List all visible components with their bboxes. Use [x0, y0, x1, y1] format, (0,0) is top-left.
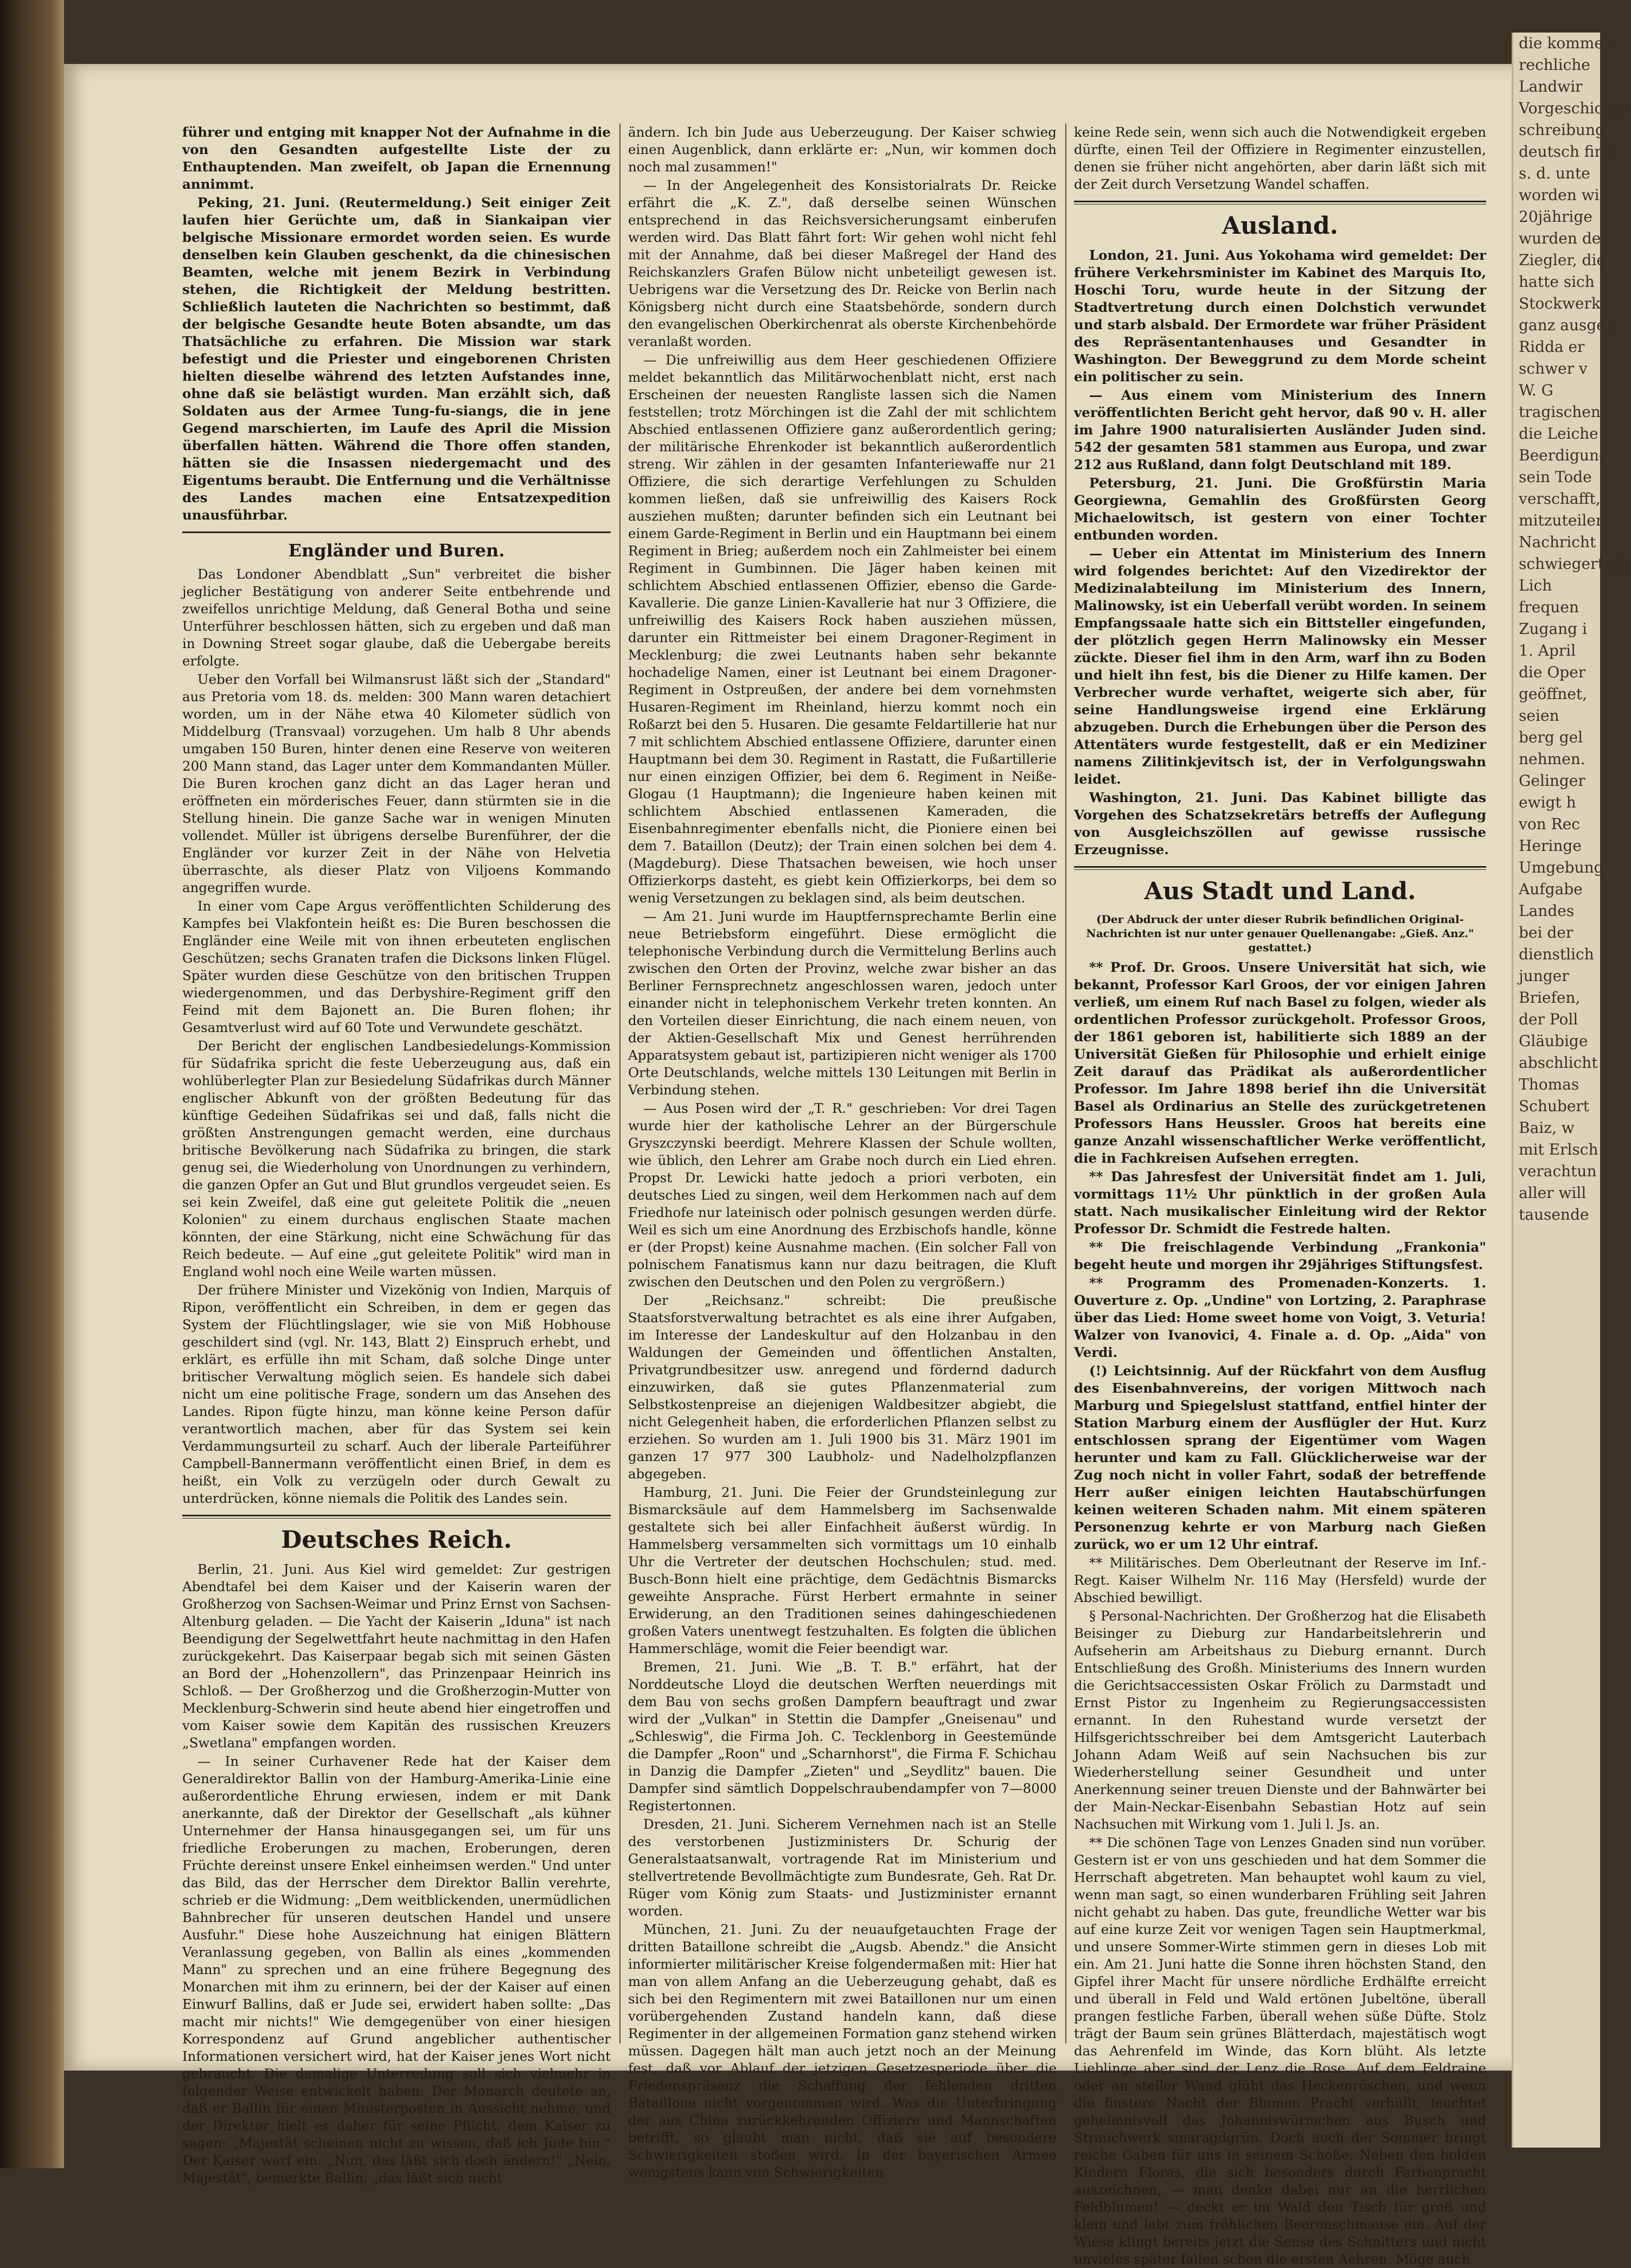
- edge-line: Zugang i: [1519, 620, 1587, 638]
- edge-line: junger: [1519, 967, 1569, 985]
- edge-line: tragischen: [1519, 403, 1601, 421]
- edge-line: Heringe: [1519, 837, 1582, 855]
- edge-line: der Poll: [1519, 1010, 1578, 1028]
- column-divider: [619, 124, 621, 2043]
- reprint-notice: (Der Abdruck der unter dieser Rubrik befindlichen Original-Nachrichten ist nur unter genauer Quellenangabe: „Gieß. Anz." gestattet.): [1086, 913, 1474, 954]
- edge-line: von Rec: [1519, 815, 1580, 833]
- edge-line: Thomas: [1519, 1075, 1579, 1093]
- article-text: Berlin, 21. Juni. Aus Kiel wird gemeldet: Zur gestrigen Abendtafel bei dem Kaiser und der Kaiserin waren der Großherzog von Sachsen-Weimar und Prinz Ernst von Sachsen-Altenburg geladen. — Die Yacht der Kaiserin „Iduna" ist nach Beendigung der Segelwettfahrt heute nachmittag in den Hafen zurückgekehrt. Das Kaiserpaar begab sich mit seinen Gästen an Bord der „Hohenzollern", das Prinzenpaar Heinrich ins Schloß. — Der Großherzog und die Großherzogin-Mutter von Mecklenburg-Schwerin sind heute abend hier eingetroffen und vom Kaiser sowie dem Kapitän des russischen Kreuzers „Swetlana" empfangen worden.: [182, 1561, 611, 1751]
- article-text: London, 21. Juni. Aus Yokohama wird gemeldet: Der frühere Verkehrsminister im Kabinet des Marquis Ito, Hoschi Toru, wurde heute in der Sitzung der Stadtvertretung durch einen Dolchstich verwundet und starb alsbald. Der Ermordete war früher Präsident des Repräsentantenhauses und Gesandter in Washington. Der Beweggrund zu dem Morde scheint ein politischer zu sein.: [1074, 247, 1486, 385]
- article-text: Washington, 21. Juni. Das Kabinet billigte das Vorgehen des Schatzsekretärs betreffs der Auflegung von Ausgleichszöllen auf gewisse russische Erzeugnisse.: [1074, 790, 1486, 857]
- edge-line: verachtun: [1519, 1162, 1597, 1180]
- edge-line: bei der: [1519, 924, 1574, 941]
- edge-line: abschlicht: [1519, 1054, 1598, 1072]
- section-heading: Engländer und Buren.: [288, 540, 505, 561]
- column-2: [628, 124, 1057, 2180]
- edge-line: Stockwerk: [1519, 294, 1601, 312]
- edge-line: Landwir: [1519, 78, 1583, 95]
- edge-line: dienstlich: [1519, 945, 1594, 963]
- article-text: ** Die freischlagende Verbindung „Frankonia" begeht heute und morgen ihr 29jähriges Stiftungsfest.: [1074, 1239, 1486, 1272]
- edge-line: Nachricht: [1519, 533, 1596, 551]
- article-text: Ueber den Vorfall bei Wilmansrust läßt sich der „Standard" aus Pretoria vom 18. ds. melden: 300 Mann waren detachiert worden, um in der Nähe etwa 40 Kilometer südlich von Middelburg (Transvaal) vorzugehen. Um halb 8 Uhr abends umgaben 150 Buren, hinter denen eine Reserve von weiteren 200 Mann stand, das Lager unter dem Kommandanten Müller. Die Buren krochen ganz dicht an das Lager heran und eröffneten ein mörderisches Feuer, dann stürmten sie in die Stellung hinein. Die ganze Sache war in wenigen Minuten vollendet. Müller ist übrigens derselbe Burenführer, der die Engländer vor kurzer Zeit in der Nähe von Helvetia überraschte, als dieser Platz von Viljoens Kommando angegriffen wurde.: [182, 671, 611, 895]
- article-text: Dresden, 21. Juni. Sicherem Vernehmen nach ist an Stelle des verstorbenen Justizministers Dr. Schurig der Generalstaatsanwalt, vortragende Rat im Ministerium und stellvertretende Bevollmächtigte zum Bundesrate, Geh. Rat Dr. Rüger vom König zum Staats- und Justizminister ernannt worden.: [628, 1816, 1057, 1919]
- edge-line: deutsch find: [1519, 143, 1614, 161]
- column-1: [182, 124, 611, 2186]
- edge-line: schreibung: [1519, 121, 1605, 139]
- edge-line: Ziegler, die: [1519, 251, 1606, 269]
- section-divider: [1074, 866, 1486, 870]
- edge-line: Ridda er: [1519, 338, 1585, 356]
- section-divider: [1074, 201, 1486, 204]
- edge-line: schwer v: [1519, 360, 1588, 377]
- edge-line: Aufgabe: [1519, 880, 1583, 898]
- article-text: Bremen, 21. Juni. Wie „B. T. B." erfährt, hat der Norddeutsche Lloyd die deutschen Werften neuerdings mit dem Bau von sechs großen Dampfern beauftragt und zwar wird der „Vulkan" in Stettin die Dampfer „Gneisenau" und „Schleswig", die Firma Joh. C. Tecklenborg in Geestemünde die Dampfer „Roon" und „Scharnhorst", die Firma F. Schichau in Danzig die Dampfer „Zieten" und „Seydlitz" bauen. Die Dampfer sind sämtlich Doppelschraubendampfer von 7—8000 Registertonnen.: [628, 1659, 1057, 1814]
- article-text: Der „Reichsanz." schreibt: Die preußische Staatsforstverwaltung betrachtet es als eine ihrer Aufgaben, im Interesse der Landeskultur auf den Holzanbau in den Waldungen der Gemeinden und öffentlichen Anstalten, Privatgrundbesitzer usw. anregend und fördernd dadurch einzuwirken, daß sie gutes Pflanzenmaterial zum Selbstkostenpreise an diejenigen Waldbesitzer abgiebt, die nicht Gelegenheit haben, die erforderlichen Pflanzen selbst zu erziehen. So wurden am 1. Juli 1900 bis 31. März 1901 im ganzen 17 977 300 Laubholz- und Nadelholzpflanzen abgegeben.: [628, 1292, 1057, 1482]
- edge-line: die Oper: [1519, 663, 1586, 681]
- article-text: keine Rede sein, wenn sich auch die Notwendigkeit ergeben dürfte, einen Teil der Offiziere in Regimenter einzustellen, denen sie früher nicht angehörten, aber darin läßt sich mit der Zeit durch Versetzung Wandel schaffen.: [1074, 124, 1486, 192]
- edge-line: tausende: [1519, 1206, 1589, 1223]
- book-spine: [0, 0, 64, 2168]
- column-divider: [1065, 124, 1066, 2043]
- edge-line: mit Erlsch: [1519, 1141, 1598, 1158]
- edge-line: verschafft,: [1519, 490, 1601, 508]
- article-text: München, 21. Juni. Zu der neuaufgetauchten Frage der dritten Bataillone schreibt die „Augsb. Abendz." die Ansicht informierter militärischer Kreise folgendermaßen mit: Hier hat man von allem Anfang an die Ueberzeugung gehabt, daß es sich bei den Regimentern mit zwei Bataillonen nur um einen vorübergehenden Zustand handeln kann, daß diese Regimenter in der allgemeinen Formation ganz stehend wirken müssen. Dagegen hält man auch jetzt noch an der Meinung fest, daß vor Ablauf der jetzigen Gesetzesperiode über die Friedenspräsenz die Schaffung der fehlenden dritten Bataillone nicht vorgenommen wird. Was die Unterbringung der aus China zurückkehrenden Offiziere und Mannschaften betrifft, so glaubt man nicht, daß sie auf besondere Schwierigkeiten stoßen wird. In der bayerischen Armee wenigstens kann von Schwierigkeiten: [628, 1921, 1057, 2180]
- article-text: — In seiner Curhavener Rede hat der Kaiser dem Generaldirektor Ballin von der Hamburg-Amerika-Linie eine außerordentliche Ehrung erwiesen, indem er mit Dank anerkannte, daß der Direktor der Gesellschaft „als kühner Unternehmer der Hansa hinausgegangen sei, um für uns friedliche Eroberungen zu machen, Eroberungen, deren Früchte dereinst unsere Enkel einheimsen werden." Und unter das Bild, das der Herrscher dem Direktor Ballin verehrte, schrieb er die Widmung: „Dem weitblickenden, unermüdlichen Bahnbrecher für unseren deutschen Handel und unsere Ausfuhr." Diese hohe Auszeichnung hat einigen Blättern Veranlassung gegeben, von Ballin als eines „kommenden Mann" zu sprechen und an eine frühere Begegnung des Monarchen mit ihm zu erinnern, bei der der Kaiser auf einen Einwurf Ballins, daß er Jude sei, erwidert haben sollte: „Das macht mir nichts!" Wie demgegenüber von einer hiesigen Korrespondenz auf Grund angeblicher authentischer Informationen versichert wird, hat der Kaiser jenes Wort nicht gebraucht. Die damalige Unterredung soll sich vielmehr in folgender Weise entwickelt haben: Der Monarch deutete an, daß er Ballin für einen Ministerposten in Aussicht nehme, und der Direktor hielt es daher für seine Pflicht, dem Kaiser zu sagen: „Majestät scheinen nicht zu wissen, daß ich Jude bin." Der Kaiser warf ein: „Nun, das läßt sich doch ändern!" „Nein, Majestät", bemerkte Ballin, „das läßt sich nicht: [182, 1753, 611, 2186]
- edge-line: aller will: [1519, 1184, 1587, 1202]
- article-text: (!) Leichtsinnig. Auf der Rückfahrt von dem Ausflug des Eisenbahnvereins, der vorigen Mittwoch nach Marburg und Spiegelslust stattfand, entfiel hinter der Station Marburg einem der Ausflügler der Hut. Kurz entschlossen sprang der Eigentümer vom Wagen herunter und kam zu Fall. Glücklicherweise war der Zug noch nicht in voller Fahrt, sodaß der betreffende Herr außer einigen leichten Hautabschürfungen keinen weiteren Schaden nahm. Mit einem späteren Personenzug kehrte er von Marburg nach Gießen zurück, wo er um 12 Uhr eintraf.: [1074, 1363, 1486, 1552]
- edge-line: die kommen: [1519, 34, 1613, 52]
- edge-line: s. d. unte: [1519, 164, 1590, 182]
- edge-line: sein Tode: [1519, 468, 1592, 486]
- edge-line: rechliche: [1519, 56, 1590, 74]
- article-text: In einer vom Cape Argus veröffentlichten Schilderung des Kampfes bei Vlakfontein heißt es: Die Buren beschossen die Engländer eine Weile mit von ihnen erbeuteten englischen Geschützen; sechs Granaten trafen die Dicksons linken Flügel. Später wurden diese Geschütze von den britischen Truppen wiedergenommen, und das Derbyshire-Regiment griff den Feind mit dem Bajonett an. Die Buren flohen; ihr Gesamtverlust wird auf 60 Tote und Verwundete geschätzt.: [182, 898, 611, 1035]
- edge-line: 20jährige: [1519, 208, 1592, 226]
- newspaper-page: [64, 64, 1518, 2267]
- article-text: ** Militärisches. Dem Oberleutnant der Reserve im Inf.-Regt. Kaiser Wilhelm Nr. 116 May (Hersfeld) wurde der Abschied bewilligt.: [1074, 1555, 1486, 1605]
- article-text: ** Programm des Promenaden-Konzerts. 1. Ouverture z. Op. „Undine" von Lortzing, 2. Paraphrase über das Lied: Home sweet home von Voigt, 3. Veturia! Walzer von Ivanovici, 4. Finale a. d. Op. „Aida" von Verdi.: [1074, 1275, 1486, 1360]
- section-heading: Ausland.: [1221, 212, 1339, 240]
- edge-line: Beerdigung: [1519, 446, 1609, 464]
- edge-line: Landes: [1519, 902, 1575, 920]
- edge-line: Schubert: [1519, 1097, 1590, 1115]
- edge-line: ganz ausgeb: [1519, 316, 1615, 334]
- edge-line: Umgebung: [1519, 858, 1604, 876]
- section-heading: Aus Stadt und Land.: [1144, 877, 1416, 905]
- section-divider: [182, 531, 611, 533]
- edge-line: schwiegertoch: [1519, 555, 1631, 573]
- article-text: — Aus Posen wird der „T. R." geschrieben: Vor drei Tagen wurde hier der katholische Lehrer an der Bürgerschule Gryszczynski beerdigt. Mehrere Klassen der Schule wollten, wie üblich, den Lehrer am Grabe noch durch ein Lied ehren. Propst Dr. Lewicki hatte jedoch a priori verboten, ein deutsches Lied zu singen, weil dem Herkommen nach auf dem Friedhofe nur lateinisch oder polnisch gesungen werden dürfe. Weil es sich um eine Anordnung des Erzbischofs handle, könne er (der Propst) keine Ausnahme machen. (Ein solcher Fall von polnischem Fanatismus kann nur dazu beitragen, die Kluft zwischen den Deutschen und den Polen zu vergrößern.): [628, 1100, 1057, 1290]
- edge-line: mitzuteilen: [1519, 511, 1606, 529]
- edge-line: Gelinger: [1519, 772, 1585, 790]
- article-text: ändern. Ich bin Jude aus Ueberzeugung. Der Kaiser schwieg einen Augenblick, dann erklärte er: „Nun, wir kommen doch noch mal zusammen!": [628, 124, 1057, 175]
- edge-line: hatte sich: [1519, 273, 1595, 291]
- edge-line: wurden de: [1519, 229, 1601, 247]
- article-text: ** Die schönen Tage von Lenzes Gnaden sind nun vorüber. Gestern ist er von uns geschieden und hat dem Sommer die Herrschaft abgetreten. Man behauptet wohl kaum zu viel, wenn man sagt, so einen wunderbaren Frühling seit Jahren nicht gehabt zu haben. Das gute, freundliche Wetter war bis auf eine kurze Zeit vor wenigen Tagen sein Hauptmerkmal, und unsere Sommer-Wirte stimmen gern in dieses Lob mit ein. Am 21. Juni hatte die Sonne ihren höchsten Stand, den Gipfel ihrer Macht für unsere nördliche Erdhälfte erreicht und überall in Feld und Wald ertönen Jubeltöne, überall prangen festliche Farben, überall wehen süße Düfte. Stolz trägt der Baum sein grünes Blätterdach, majestätisch wogt das Aehrenfeld im Winde, das Korn blüht. Als letzte Lieblinge aber sind der Lenz die Rose. Auf dem Feldraine oder an steiler Wand glüht das Heckenröschen, und wenn die finstere Nacht der Blumen Pracht verhüllt, leuchtet geheimnisvoll das Johanniswürmchen aus Busch und Strauchwerk smaragdgrün. Doch auch der Sommer bringt reiche Gaben für uns in seinem Schoße. Neben den holden Kindern Floras, die sich besonders durch Farbenpracht auszeichnen, — man denke dabei nur an die herrlichen Feldblumen! — deckt er im Wald den Tisch für groß und klein und labt zum fröhlichen Beerenschmause ein. Auf der Wiese klingt bereits jetzt die Sense des Schnitters und nicht unvieles später fallen schon die ersten Aehren. Möge auch: [1074, 1835, 1486, 2267]
- edge-line: 1. April: [1519, 642, 1576, 659]
- article-text: Der frühere Minister und Vizekönig von Indien, Marquis of Ripon, veröffentlicht ein Schreiben, in dem er gegen das System der Flüchtlingslager, wie sie von Miß Hobhouse geschildert sind (vgl. Nr. 143, Blatt 2) Einspruch erhebt, und erklärt, es erfülle ihn mit Scham, daß solche Dinge unter britischer Verwaltung möglich seien. Es handele sich dabei nicht um eine politische Frage, sondern um das Ansehen des Landes. Ripon fügte hinzu, man könne keine Person dafür verantwortlich machen, aber für das System sei kein Verdammungsurteil zu scharf. Auch der liberale Parteiführer Campbell-Bannermann veröffentlicht einen Brief, in dem es heißt, ein Volk zu verzügeln oder durch Gewalt zu unterdrücken, könne niemals die Politik des Landes sein.: [182, 1282, 611, 1506]
- edge-line: Baiz, w: [1519, 1119, 1575, 1137]
- column-3: [1074, 124, 1486, 2267]
- edge-line: Briefen,: [1519, 989, 1581, 1007]
- edge-line: worden wi: [1519, 186, 1600, 204]
- section-heading: Deutsches Reich.: [281, 1526, 512, 1554]
- article-text: — Ueber ein Attentat im Ministerium des Innern wird folgendes berichtet: Auf den Vizedirektor der Medizinalabteilung im Ministerium des Innern, Malinowsky, ist ein Ueberfall verübt worden. In seinem Empfangssaale hatte sich ein Bittsteller eingefunden, der plötzlich gegen Herrn Malinowsky ein Messer zückte. Dieser fiel ihm in den Arm, warf ihn zu Boden und hielt ihn fest, bis die Diener zu Hilfe kamen. Der Verbrecher wurde verhaftet, weigerte sich aber, für seine Handlungsweise irgend eine Erklärung abzugeben. Durch die Erhebungen über die Person des Attentäters wurde festgestellt, daß er ein Mediziner namens Zilitinkjevitsch ist, der in Verfolgungswahn leidet.: [1074, 546, 1486, 787]
- article-text: Das Londoner Abendblatt „Sun" verbreitet die bisher jeglicher Bestätigung von anderer Seite entbehrende und zweifellos unrichtige Meldung, daß General Botha und seine Unterführer beschlossen hätten, sich zu ergeben und daß man in Downing Street sogar glaube, daß die Uebergabe bereits erfolgte.: [182, 566, 611, 669]
- adjacent-page-edge: [1512, 33, 1631, 2148]
- article-text: ** Prof. Dr. Groos. Unsere Universität hat sich, wie bekannt, Professor Karl Groos, der vor einigen Jahren verließ, um einem Ruf nach Basel zu folgen, wieder als ordentlichen Professor zurückgeholt. Professor Groos, der 1861 geboren ist, habilitierte sich 1889 an der Universität Gießen für Philosophie und erhielt einige Zeit darauf das Prädikat als außerordentlicher Professor. Im Jahre 1898 berief ihn die Universität Basel als Ordinarius an Stelle des zurückgetretenen Professors Hans Heussler. Groos hat bereits eine ganze Anzahl wissenschaftlicher Werke veröffentlicht, die in Fachkreisen Aufsehen erregten.: [1074, 959, 1486, 1166]
- edge-line: frequen: [1519, 598, 1579, 616]
- edge-line: Gläubige: [1519, 1032, 1588, 1050]
- edge-line: seien: [1519, 707, 1559, 725]
- article-text: Hamburg, 21. Juni. Die Feier der Grundsteinlegung zur Bismarcksäule auf dem Hammelsberg im Sachsenwalde gestaltete sich bei aller Einfachheit äußerst würdig. In Hammelsberg versammelten sich vormittags um 10 einhalb Uhr die Vertreter der deutschen Hochschulen; stud. med. Busch-Bonn hielt eine prächtige, dem Gedächtnis Bismarcks geweihte Ansprache. Fürst Herbert ermahnte in seiner Erwiderung, an den Traditionen seines dahingeschiedenen großen Vaters unentwegt festzuhalten. Es folgten die üblichen Hammerschläge, womit die Feier beendigt war.: [628, 1484, 1057, 1656]
- edge-line: ewigt h: [1519, 793, 1576, 811]
- article-text: — Die unfreiwillig aus dem Heer geschiedenen Offiziere meldet bekanntlich das Militärwochenblatt nicht, erst nach Erscheinen der neuesten Rangliste lassen sich die Namen feststellen; trotz Mörchingen ist die Zahl der mit schlichtem Abschied entlassenen Offiziere ganz außerordentlich gering; der militärische Ehrenkoder ist bekanntlich außerordentlich streng. Wir zählen in der gesamten Infanteriewaffe nur 21 Offiziere, die sich derartige Verfehlungen zu Schulden kommen ließen, daß sie unfreiwillig des Kaisers Rock ausziehen mußten; darunter befinden sich ein Leutnant bei einem Garde-Regiment in Berlin und ein Hauptmann bei einem Regiment in Brieg; außerdem noch ein Zahlmeister bei einem Regiment in Gumbinnen. Die Jäger haben keinen mit schlichtem Abschied entlassenen Offizier, ebenso die Garde-Kavallerie. Die ganze Linien-Kavallerie hat nur 3 Offiziere, die unfreiwillig des Kaisers Rock haben ausziehen müssen, darunter ein Rittmeister bei einem Dragoner-Regiment in Mecklenburg; die zwei Leutnants haben sehr bekannte hochadelige Namen, einer ist Leutnant bei einem Dragoner-Regiment in Ostpreußen, der andere bei dem vornehmsten Husaren-Regiment im Rheinland, hierzu kommt noch ein Roßarzt bei den 5. Husaren. Die gesamte Feldartillerie hat nur 7 mit schlichtem Abschied entlassene Offiziere, darunter einen Hauptmann bei dem 30. Regiment in Rastatt, die Fußartillerie nur einen einzigen Offizier, bei dem 6. Regiment in Neiße-Glogau (1 Hauptmann); die Ingenieure haben keinen mit schlichtem Abschied entlassenen Kameraden, die Eisenbahnregimenter ebenfalls nicht, die Pioniere einen bei dem 7. Bataillon (Deutz); der Train einen solchen bei dem 4. (Magdeburg). Diese Thatsachen beweisen, wie hoch unser Offizierkorps dasteht, es giebt kein Offizierkorps, bei dem so wenig Versetzungen zu beklagen sind, als beim deutschen.: [628, 352, 1057, 906]
- edge-line: Lich: [1519, 576, 1552, 594]
- edge-line: berg gel: [1519, 728, 1583, 746]
- article-text: — Am 21. Juni wurde im Hauptfernsprechamte Berlin eine neue Betriebsform eingeführt. Diese ermöglicht die telephonische Verbindung durch die Vermittelung Berlins auch zwischen den Orten der Provinz, welche zwar bisher an das Berliner Fernsprechnetz angeschlossen waren, jedoch unter einander nicht in telephonischem Verkehr treten konnten. An den Vorteilen dieser Einrichtung, die nach einem neuen, von der Aktien-Gesellschaft Mix und Genest herrührenden Apparatsystem gebaut ist, partizipieren nicht weniger als 1700 Orte Deutschlands, welche mittels 130 Leitungen mit Berlin in Verbindung stehen.: [628, 908, 1057, 1098]
- edge-line: nehmen.: [1519, 750, 1585, 768]
- article-text: — In der Angelegenheit des Konsistorialrats Dr. Reicke erfährt die „K. Z.", daß derselbe seinen Wünschen entsprechend in das Reichsversicherungsamt einberufen werden wird. Das Blatt fährt fort: Wir gehen wohl nicht fehl mit der Annahme, daß bei dieser Maßregel der Hand des Reichskanzlers Grafen Bülow nicht unbeteiligt gewesen ist. Uebrigens war die Versetzung des Dr. Reicke von Berlin nach Königsberg nicht durch eine Staatsbehörde, sondern durch den evangelischen Oberkirchenrat als oberste Kirchenbehörde veranlaßt worden.: [628, 177, 1057, 349]
- article-text: § Personal-Nachrichten. Der Großherzog hat die Elisabeth Beisinger zu Dieburg zur Handarbeitslehrerin und Aufseherin am Arbeitshaus zu Dieburg ernannt. Durch Entschließung des Großh. Ministeriums des Innern wurden die Gerichtsaccessisten Oskar Frölich zu Darmstadt und Ernst Pistor zu Ingenheim zu Regierungsaccessisten ernannt. In den Ruhestand wurde versetzt der Hilfsgerichtsschreiber bei dem Amtsgericht Lauterbach Johann Adam Weiß auf sein Nachsuchen bis zur Wiederherstellung seiner Gesundheit und unter Anerkennung seiner treuen Dienste und der Bahnwärter bei der Main-Neckar-Eisenbahn Sebastian Hotz auf sein Nachsuchen mit Wirkung vom 1. Juli l. Js. an.: [1074, 1608, 1486, 1832]
- edge-line: die Leiche: [1519, 425, 1598, 443]
- edge-line: W. G: [1519, 381, 1554, 399]
- article-text: — Aus einem vom Ministerium des Innern veröffentlichten Bericht geht hervor, daß 90 v. H. aller im Jahre 1900 naturalisierten Ausländer Juden sind. 542 der gesamten 581 stammen aus Europa, und zwar 212 aus Rußland, dann folgt Deutschland mit 189.: [1074, 387, 1486, 472]
- article-text: Peking, 21. Juni. (Reutermeldung.) Seit einiger Zeit laufen hier Gerüchte um, daß in Siankaipan vier belgische Missionare ermordet worden seien. Es wurde denselben kein Glauben geschenkt, da die chinesischen Beamten, welche mit jenem Bezirk in Verbindung stehen, die Richtigkeit der Meldung bestritten. Schließlich lauteten die Nachrichten so bestimmt, daß der belgische Gesandte heute Boten absandte, um das Thatsächliche zu erfahren. Die Mission war stark befestigt und die Priester und eingeborenen Christen hielten dieselbe während des letzten Aufstandes inne, ohne daß sie belästigt wurden. Man erzählt sich, daß Soldaten aus der Armee Tung-fu-siangs, die in jene Gegend marschierten, im Laufe des April die Mission überfallen hätten. Während die Thore offen standen, hätten sie die Insassen niedergemacht und des Eigentums beraubt. Die Entfernung und die Verhältnisse des Landes machen eine Entsatzexpedition unausführbar.: [182, 195, 611, 523]
- edge-line: geöffnet,: [1519, 685, 1587, 703]
- section-divider: [182, 1515, 611, 1519]
- adjacent-page-text: [1513, 33, 1631, 1226]
- article-text: Petersburg, 21. Juni. Die Großfürstin Maria Georgiewna, Gemahlin des Großfürsten Georg Michaelowitsch, ist gestern von einer Tochter entbunden worden.: [1074, 475, 1486, 543]
- article-text: ** Das Jahresfest der Universität findet am 1. Juli, vormittags 11½ Uhr pünktlich in der großen Aula statt. Nach musikalischer Einleitung wird der Rektor Professor Dr. Schmidt die Festrede halten.: [1074, 1169, 1486, 1236]
- article-text: Der Bericht der englischen Landbesiedelungs-Kommission für Südafrika spricht die feste Ueberzeugung aus, daß ein wohlüberlegter Plan zur Besiedelung Südafrikas durch Männer englischer Abkunft von der größten Bedeutung für das künftige Gedeihen Südafrikas sei und daß, falls nicht die größten Anstrengungen gemacht werden, eine durchaus britische Bevölkerung nach Südafrika zu bringen, die stark genug sei, die Wiederholung von Unordnungen zu verhindern, die ganzen Opfer an Gut und Blut grundlos vergeudet seien. Es sei kein Zweifel, daß eine gut geleitete Politik die „neuen Kolonien" zu einem durchaus englischen Staate machen könnten, der eine Stärkung, nicht eine Schwächung für das Reich bedeute. — Auf eine „gut geleitete Politik" wird man in England wohl noch eine Weile warten müssen.: [182, 1038, 611, 1279]
- edge-line: Vorgeschichte: [1519, 99, 1628, 117]
- article-text: führer und entging mit knapper Not der Aufnahme in die von den Gesandten aufgestellte Liste der zu Enthauptenden. Man zweifelt, ob Japan die Ernennung annimmt.: [182, 124, 611, 192]
